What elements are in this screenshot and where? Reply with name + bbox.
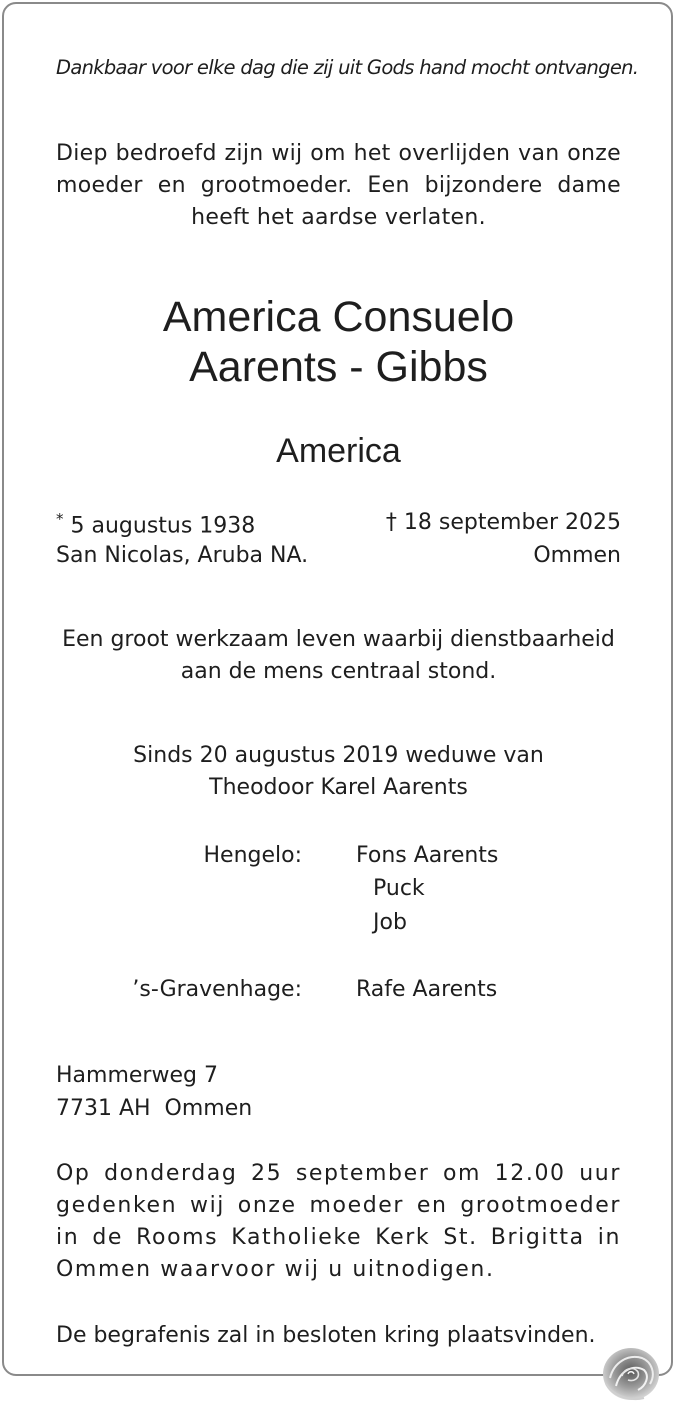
death-symbol: † <box>385 510 397 535</box>
name-line-2: Aarents - Gibbs <box>189 343 488 391</box>
rose-icon <box>598 1340 664 1406</box>
family-place-2: ’s-Gravenhage: <box>132 977 302 1002</box>
name-line-1: America Consuelo <box>162 293 515 341</box>
address-city: 7731 AH Ommen <box>56 1096 253 1121</box>
motto: Dankbaar voor elke dag die zij uit Gods hand mocht ontvangen. <box>56 56 639 79</box>
funeral-text: De begrafenis zal in besloten kring plaatsvinden. <box>56 1323 596 1348</box>
birth-date <box>56 510 255 538</box>
birth-date-text: 5 augustus 1938 <box>70 513 256 539</box>
birth-symbol: * <box>56 510 64 528</box>
address-street: Hammerweg 7 <box>56 1063 218 1088</box>
deceased-name <box>0 292 677 392</box>
family-place-1: Hengelo: <box>203 843 302 868</box>
family-name-3: Job <box>373 910 407 935</box>
service-text: Op donderdag 25 september om 12.00 uur gedenken wij onze moeder en grootmoeder in de Rooms Katholieke Kerk St. Brigitta in Ommen waarvoor wij u uitnodigen. <box>56 1161 621 1282</box>
nickname: America <box>276 432 401 470</box>
widow-line-2: Theodoor Karel Aarents <box>209 775 468 800</box>
intro-text: Diep bedroefd zijn wij om het overlijden van onze moeder en grootmoeder. Een bijzondere dame heeft het aardse verlaten. <box>56 141 621 230</box>
death-place: Ommen <box>533 543 621 568</box>
death-date <box>386 510 621 535</box>
widow-line-1: Sinds 20 augustus 2019 weduwe van <box>133 743 544 768</box>
tribute-text: Een groot werkzaam leven waarbij dienstbaarheid aan de mens centraal stond. <box>62 627 615 684</box>
family-name-2: Puck <box>373 876 425 901</box>
birth-place: San Nicolas, Aruba NA. <box>56 543 309 568</box>
family-name-4: Rafe Aarents <box>356 977 498 1002</box>
widow-text <box>56 740 621 804</box>
address <box>56 1059 456 1125</box>
death-date-text: 18 september 2025 <box>403 510 621 535</box>
family-name-1: Fons Aarents <box>356 843 499 868</box>
